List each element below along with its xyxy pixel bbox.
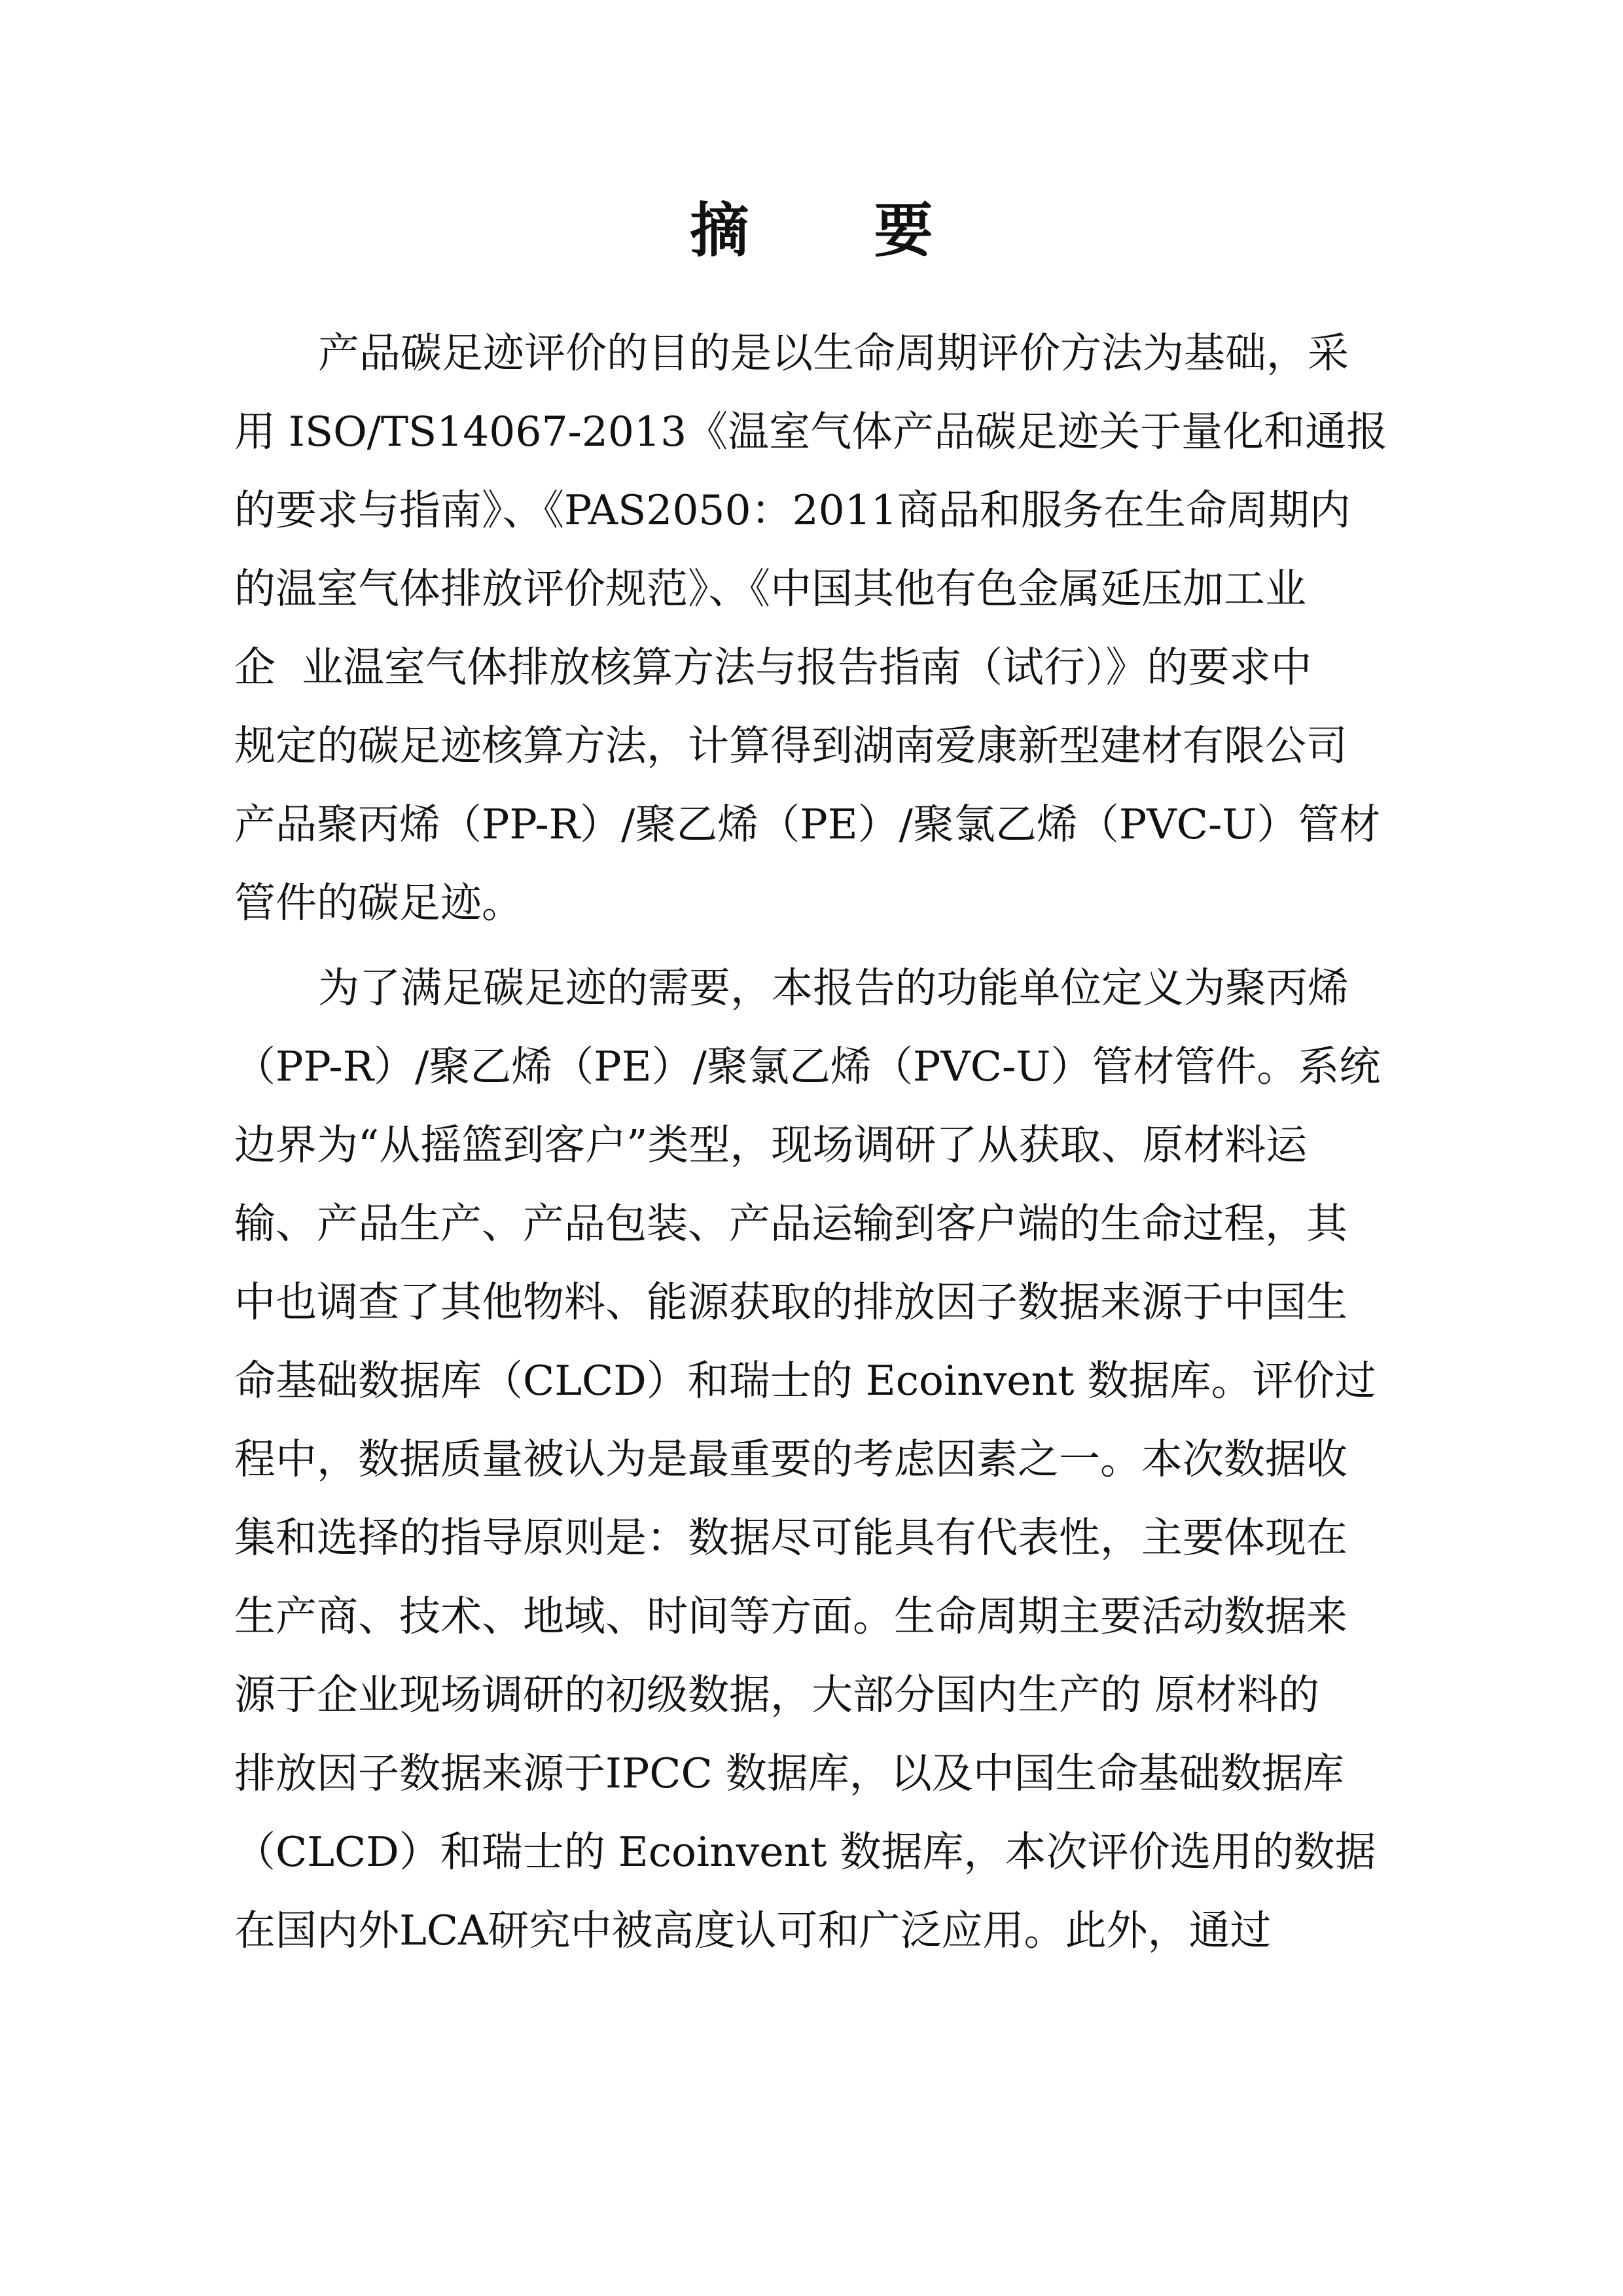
paragraph-1-line-6: 规定的碳足迹核算方法，计算得到湖南爱康新型建材有限公司 [234, 722, 1347, 770]
paragraph-1-line-7: 产品聚丙烯（PP-R）/聚乙烯（PE）/聚氯乙烯（PVC-U）管材 [234, 800, 1381, 848]
paragraph-2-line-9: 生产商、技术、地域、时间等方面。生命周期主要活动数据来 [234, 1592, 1347, 1640]
paragraph-2-line-5: 中也调查了其他物料、能源获取的排放因子数据来源于中国生 [234, 1278, 1347, 1326]
paragraph-2-line-6: 命基础数据库（CLCD）和瑞士的 Ecoinvent 数据库。评价过 [234, 1357, 1376, 1405]
paragraph-1-line-1: 产品碳足迹评价的目的是以生命周期评价方法为基础，采 [318, 329, 1349, 377]
paragraph-2-line-4: 输、产品生产、产品包装、产品运输到客户端的生命过程，其 [234, 1200, 1347, 1247]
paragraph-2-line-7: 程中，数据质量被认为是最重要的考虑因素之一。本次数据收 [234, 1435, 1347, 1483]
paragraph-2-line-8: 集和选择的指导原则是：数据尽可能具有代表性，主要体现在 [234, 1514, 1347, 1562]
paragraph-2-line-2: （PP-R）/聚乙烯（PE）/聚氯乙烯（PVC-U）管材管件。系统 [234, 1043, 1381, 1090]
paragraph-2-line-12: （CLCD）和瑞士的 Ecoinvent 数据库，本次评价选用的数据 [234, 1828, 1376, 1876]
paragraph-2-line-1: 为了满足碳足迹的需要，本报告的功能单位定义为聚丙烯 [318, 964, 1349, 1012]
paragraph-1-line-3: 的要求与指南》、《PAS2050：2011商品和服务在生命周期内 [234, 486, 1351, 534]
paragraph-2-line-11: 排放因子数据来源于IPCC 数据库，以及中国生命基础数据库 [234, 1749, 1344, 1797]
paragraph-1-line-2: 用 ISO/TS14067-2013《温室气体产品碳足迹关于量化和通报 [234, 408, 1388, 456]
paragraph-1-line-8: 管件的碳足迹。 [234, 879, 523, 927]
paragraph-1-line-4: 的温室气体排放评价规范》、《中国其他有色金属延压加工业 [234, 565, 1306, 613]
paragraph-2-line-3: 边界为“从摇篮到客户”类型，现场调研了从获取、原材料运 [234, 1121, 1308, 1169]
paragraph-1-line-5: 企 业温室气体排放核算方法与报告指南（试行）》的要求中 [234, 643, 1312, 691]
page-title: 摘 要 [690, 196, 986, 265]
paragraph-2-line-13: 在国内外LCA研究中被高度认可和广泛应用。此外，通过 [234, 1907, 1272, 1954]
paragraph-2-line-10: 源于企业现场调研的初级数据，大部分国内生产的 原材料的 [234, 1671, 1320, 1719]
